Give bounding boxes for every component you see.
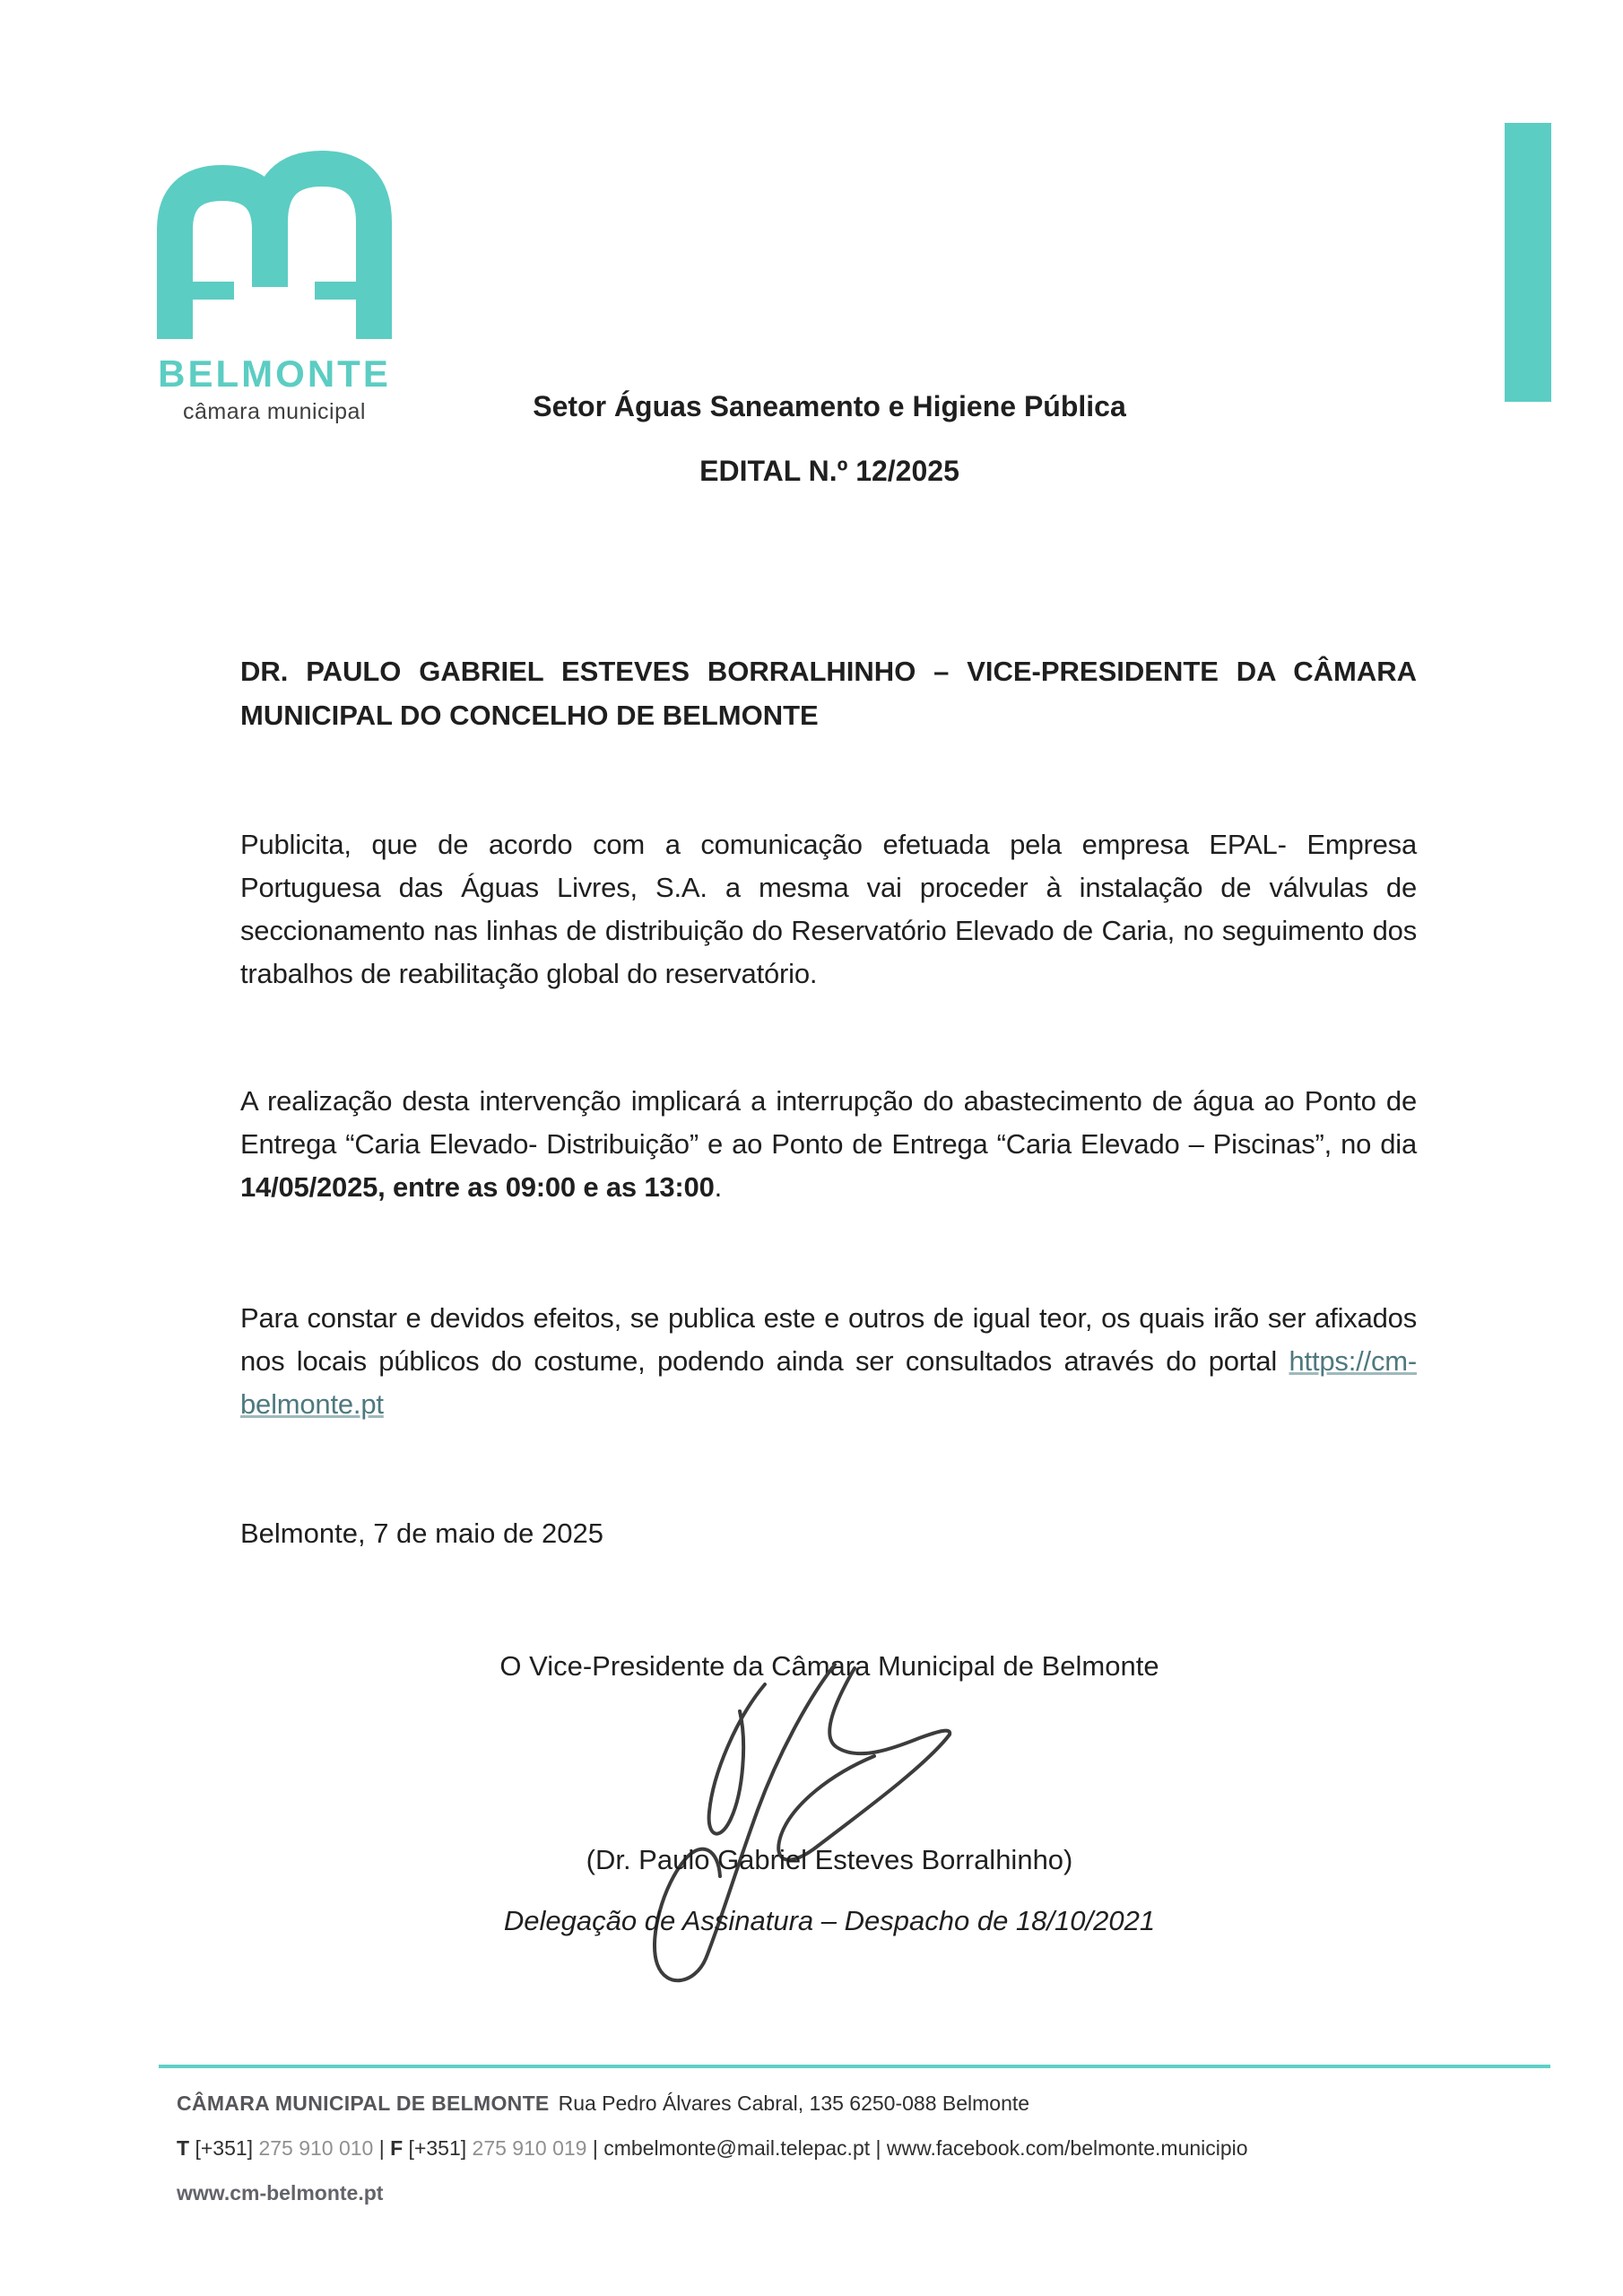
paragraph-para-constar: Para constar e devidos efeitos, se publica este e outros de igual teor, os quais irão ser afixados nos locais públicos do costume, podendo ainda ser consultados através do portal https://cm-belmonte.pt [240, 1302, 1417, 1420]
paragraph-publicita: Publicita, que de acordo com a comunicação efetuada pela empresa EPAL- Empresa Portuguesa das Águas Livres, S.A. a mesma vai proceder à instalação de válvulas de seccionamento nas linhas de distribuição do Reservatório Elevado de Caria, no seguimento dos trabalhos de reabilitação global do reservatório. [240, 829, 1417, 989]
footer-contacts-line: T [+351] 275 910 010 | F [+351] 275 910 019 | cmbelmonte@mail.telepac.pt | www.facebook.com/belmonte.municipio [177, 2136, 1248, 2160]
logo-subtitle: câmara municipal [183, 399, 366, 424]
signature-delegation-note: Delegação de Assinatura – Despacho de 18/10/2021 [503, 1905, 1156, 1936]
belmonte-logo-mark-icon [151, 151, 398, 339]
footer-address: Rua Pedro Álvares Cabral, 135 6250-088 Belmonte [558, 2092, 1030, 2115]
footer [177, 2092, 1522, 2226]
document-heading: DR. PAULO GABRIEL ESTEVES BORRALHINHO – VICE-PRESIDENTE DA CÂMARA MUNICIPAL DO CONCELHO DE BELMONTE [240, 656, 1417, 731]
handwritten-signature [623, 1659, 955, 1991]
paragraph-interrupcao: A realização desta intervenção implicará a interrupção do abastecimento de água ao Ponto de Entrega “Caria Elevado- Distribuição” e ao Ponto de Entrega “Caria Elevado – Piscinas”, no dia 14/05/2025, entre as 09:00 e as 13:00. [240, 1085, 1417, 1203]
logo-wordmark: BELMONTE [158, 352, 391, 395]
belmonte-logo [151, 151, 398, 423]
portal-link[interactable]: https://cm-belmonte.pt [240, 1345, 1417, 1420]
footer-address-line [177, 2092, 1522, 2115]
teal-accent-bar [1505, 123, 1551, 402]
signature-caption: O Vice-Presidente da Câmara Municipal de Belmonte [499, 1650, 1159, 1682]
signatory-name: (Dr. Paulo Gabriel Esteves Borralhinho) [586, 1844, 1073, 1875]
edital-number: EDITAL N.º 12/2025 [699, 455, 959, 487]
footer-divider [159, 2065, 1550, 2068]
footer-org-name: CÂMARA MUNICIPAL DE BELMONTE [177, 2092, 550, 2115]
footer-website-line [177, 2181, 1522, 2205]
department-title: Setor Águas Saneamento e Higiene Pública [533, 390, 1126, 422]
footer-website[interactable]: www.cm-belmonte.pt [177, 2181, 384, 2205]
dateline: Belmonte, 7 de maio de 2025 [240, 1518, 603, 1549]
